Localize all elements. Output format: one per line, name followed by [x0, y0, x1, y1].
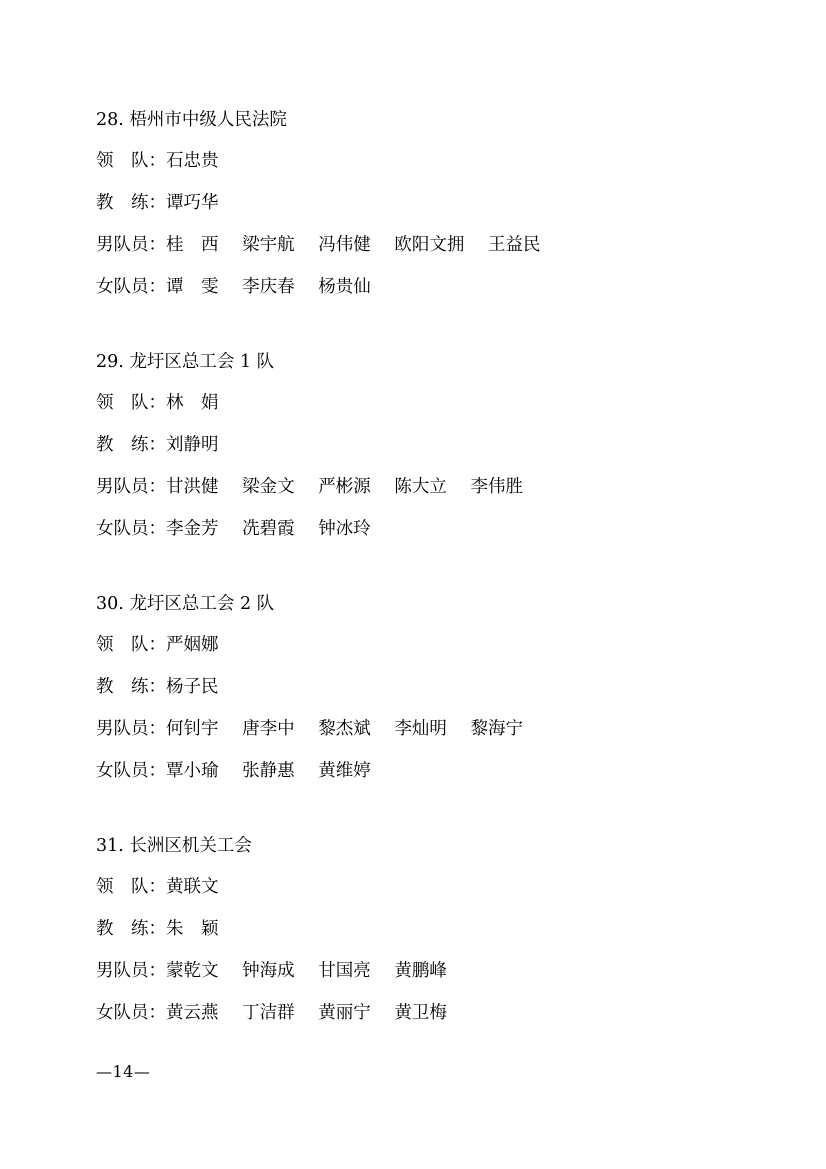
- leader-label: 领 队：: [96, 635, 166, 655]
- male-players-label: 男队员：: [96, 235, 166, 255]
- person-name: 钟海成: [242, 961, 295, 981]
- person-name: 李伟胜: [470, 477, 523, 497]
- leader-label: 领 队：: [96, 151, 166, 171]
- leader-label: 领 队：: [96, 393, 166, 413]
- male-players-value: [166, 235, 541, 255]
- leader-row: [96, 140, 736, 182]
- person-name: 黄维婷: [318, 761, 371, 781]
- female-players-value: [166, 761, 371, 781]
- person-name: 何钊宇: [166, 719, 219, 739]
- female-players-row: [96, 992, 736, 1034]
- person-name: 李金芳: [166, 519, 219, 539]
- person-name: 严彬源: [318, 477, 371, 497]
- female-players-row: [96, 266, 736, 308]
- team-number: 28.: [96, 110, 124, 130]
- team-entry: [96, 342, 736, 550]
- person-name: 陈大立: [394, 477, 447, 497]
- team-name: 龙圩区总工会 1 队: [129, 352, 275, 372]
- team-name: 长洲区机关工会: [129, 836, 252, 856]
- person-name: 梁宇航: [242, 235, 295, 255]
- male-players-value: [166, 961, 447, 981]
- leader-value: 严姻娜: [166, 635, 219, 655]
- female-players-label: 女队员：: [96, 277, 166, 297]
- male-players-value: [166, 719, 523, 739]
- person-name: 黄云燕: [166, 1003, 219, 1023]
- page-number: —14—: [96, 1062, 151, 1081]
- team-name: 梧州市中级人民法院: [129, 110, 287, 130]
- leader-value: 石忠贵: [166, 151, 219, 171]
- coach-value: 谭巧华: [166, 193, 219, 213]
- person-name: 杨贵仙: [318, 277, 371, 297]
- team-entry: [96, 826, 736, 1034]
- team-number: 29.: [96, 352, 124, 372]
- female-players-row: [96, 508, 736, 550]
- team-list: [96, 100, 736, 1068]
- person-name: 甘洪健: [166, 477, 219, 497]
- team-entry: [96, 584, 736, 792]
- person-name: 丁洁群: [242, 1003, 295, 1023]
- person-name: 梁金文: [242, 477, 295, 497]
- person-name: 黄丽宁: [318, 1003, 371, 1023]
- person-name: 黎海宁: [470, 719, 523, 739]
- team-title: [96, 342, 736, 382]
- male-players-row: [96, 950, 736, 992]
- coach-label: 教 练：: [96, 919, 166, 939]
- male-players-value: [166, 477, 523, 497]
- male-players-label: 男队员：: [96, 961, 166, 981]
- person-name: 桂 西: [166, 235, 219, 255]
- coach-value: 刘静明: [166, 435, 219, 455]
- coach-label: 教 练：: [96, 193, 166, 213]
- team-title: [96, 100, 736, 140]
- coach-label: 教 练：: [96, 435, 166, 455]
- leader-row: [96, 382, 736, 424]
- female-players-label: 女队员：: [96, 519, 166, 539]
- person-name: 张静惠: [242, 761, 295, 781]
- person-name: 冯伟健: [318, 235, 371, 255]
- coach-row: [96, 182, 736, 224]
- team-number: 31.: [96, 836, 124, 856]
- female-players-row: [96, 750, 736, 792]
- team-title: [96, 826, 736, 866]
- team-title: [96, 584, 736, 624]
- person-name: 李灿明: [394, 719, 447, 739]
- team-entry: [96, 100, 736, 308]
- person-name: 蒙乾文: [166, 961, 219, 981]
- person-name: 冼碧霞: [242, 519, 295, 539]
- person-name: 王益民: [488, 235, 541, 255]
- male-players-row: [96, 466, 736, 508]
- leader-value: 林 娟: [166, 393, 219, 413]
- male-players-row: [96, 224, 736, 266]
- coach-row: [96, 424, 736, 466]
- person-name: 唐李中: [242, 719, 295, 739]
- female-players-label: 女队员：: [96, 1003, 166, 1023]
- person-name: 钟冰玲: [318, 519, 371, 539]
- person-name: 谭 雯: [166, 277, 219, 297]
- team-name: 龙圩区总工会 2 队: [129, 594, 275, 614]
- person-name: 甘国亮: [318, 961, 371, 981]
- female-players-label: 女队员：: [96, 761, 166, 781]
- person-name: 覃小瑜: [166, 761, 219, 781]
- female-players-value: [166, 1003, 447, 1023]
- male-players-row: [96, 708, 736, 750]
- male-players-label: 男队员：: [96, 719, 166, 739]
- female-players-value: [166, 277, 371, 297]
- coach-row: [96, 908, 736, 950]
- male-players-label: 男队员：: [96, 477, 166, 497]
- coach-label: 教 练：: [96, 677, 166, 697]
- leader-value: 黄联文: [166, 877, 219, 897]
- leader-row: [96, 624, 736, 666]
- coach-value: 朱 颖: [166, 919, 219, 939]
- person-name: 欧阳文拥: [394, 235, 465, 255]
- person-name: 李庆春: [242, 277, 295, 297]
- person-name: 黎杰斌: [318, 719, 371, 739]
- person-name: 黄鹏峰: [394, 961, 447, 981]
- coach-value: 杨子民: [166, 677, 219, 697]
- coach-row: [96, 666, 736, 708]
- female-players-value: [166, 519, 371, 539]
- team-number: 30.: [96, 594, 124, 614]
- leader-label: 领 队：: [96, 877, 166, 897]
- leader-row: [96, 866, 736, 908]
- person-name: 黄卫梅: [394, 1003, 447, 1023]
